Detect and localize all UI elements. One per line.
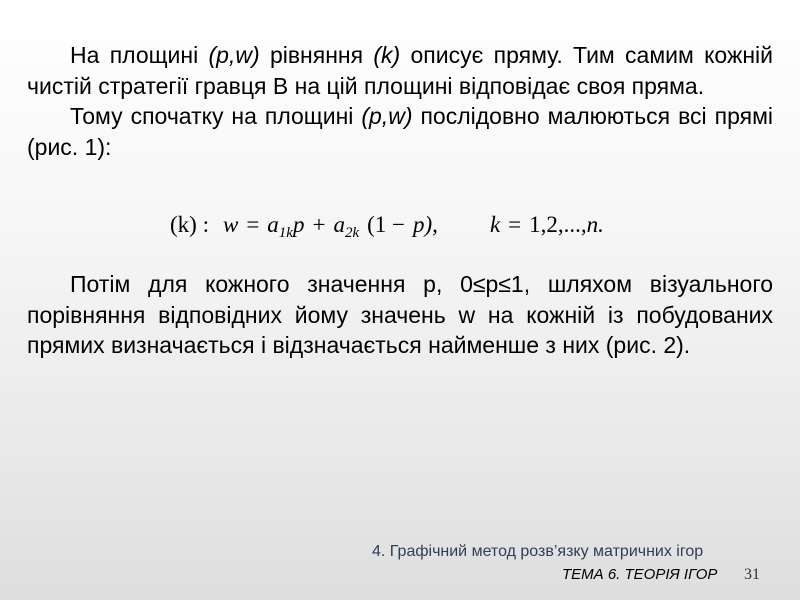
formula-k: k — [489, 212, 501, 237]
paragraph-2-text-a: Тому спочатку на площині — [70, 103, 362, 129]
formula-plus: + — [312, 212, 326, 237]
formula-a2: a — [333, 212, 345, 237]
footer-theme: ТЕМА 6. ТЕОРІЯ ІГОР — [562, 566, 718, 583]
page-number: 31 — [744, 566, 760, 583]
formula-p: p — [292, 212, 305, 237]
paragraph-1-text-c: описує пряму. Тим самим кожній чистій стратегії гравця В на цій площині відповідає своя пряма. — [27, 42, 773, 99]
paragraph-1-k: (k) — [373, 42, 401, 68]
formula-p-close: p), — [413, 212, 438, 237]
paragraph-2-text-b: послідовно малюються всі прямі (рис. 1): — [27, 103, 774, 160]
line-equation-formula — [170, 212, 690, 252]
paragraph-1-text-b: рівняння — [259, 42, 374, 68]
formula-subscript-2k: 2k — [344, 225, 360, 241]
paragraph-1-text-a: На площині — [70, 42, 209, 68]
paragraph-2-pw: (p,w) — [361, 103, 413, 129]
formula-equals: = — [246, 212, 260, 237]
formula-paren-open: (1 − — [367, 212, 406, 237]
formula-equals-2: = — [508, 212, 522, 237]
formula-k-label: (k) : — [170, 212, 209, 237]
paragraph-3: Потім для кожного значення р, 0≤р≤1, шляхом візуального порівняння відповідних йому значень w на кожній із побудованих прямих визначається і відзначається найменше з них (рис. 2). — [27, 271, 773, 358]
slide-body-text — [27, 40, 773, 162]
formula-w: w — [222, 212, 239, 237]
formula-n: n. — [586, 212, 604, 237]
formula-a1: a — [267, 212, 279, 237]
paragraph-1-pw: (p,w) — [208, 42, 260, 68]
formula-range: 1,2,..., — [529, 212, 587, 237]
formula-subscript-1k: 1k — [278, 225, 293, 241]
paragraph-2 — [27, 101, 773, 162]
paragraph-1 — [27, 40, 773, 101]
footer-topic: 4. Графічний метод розв’язку матричних ігор — [372, 543, 704, 560]
